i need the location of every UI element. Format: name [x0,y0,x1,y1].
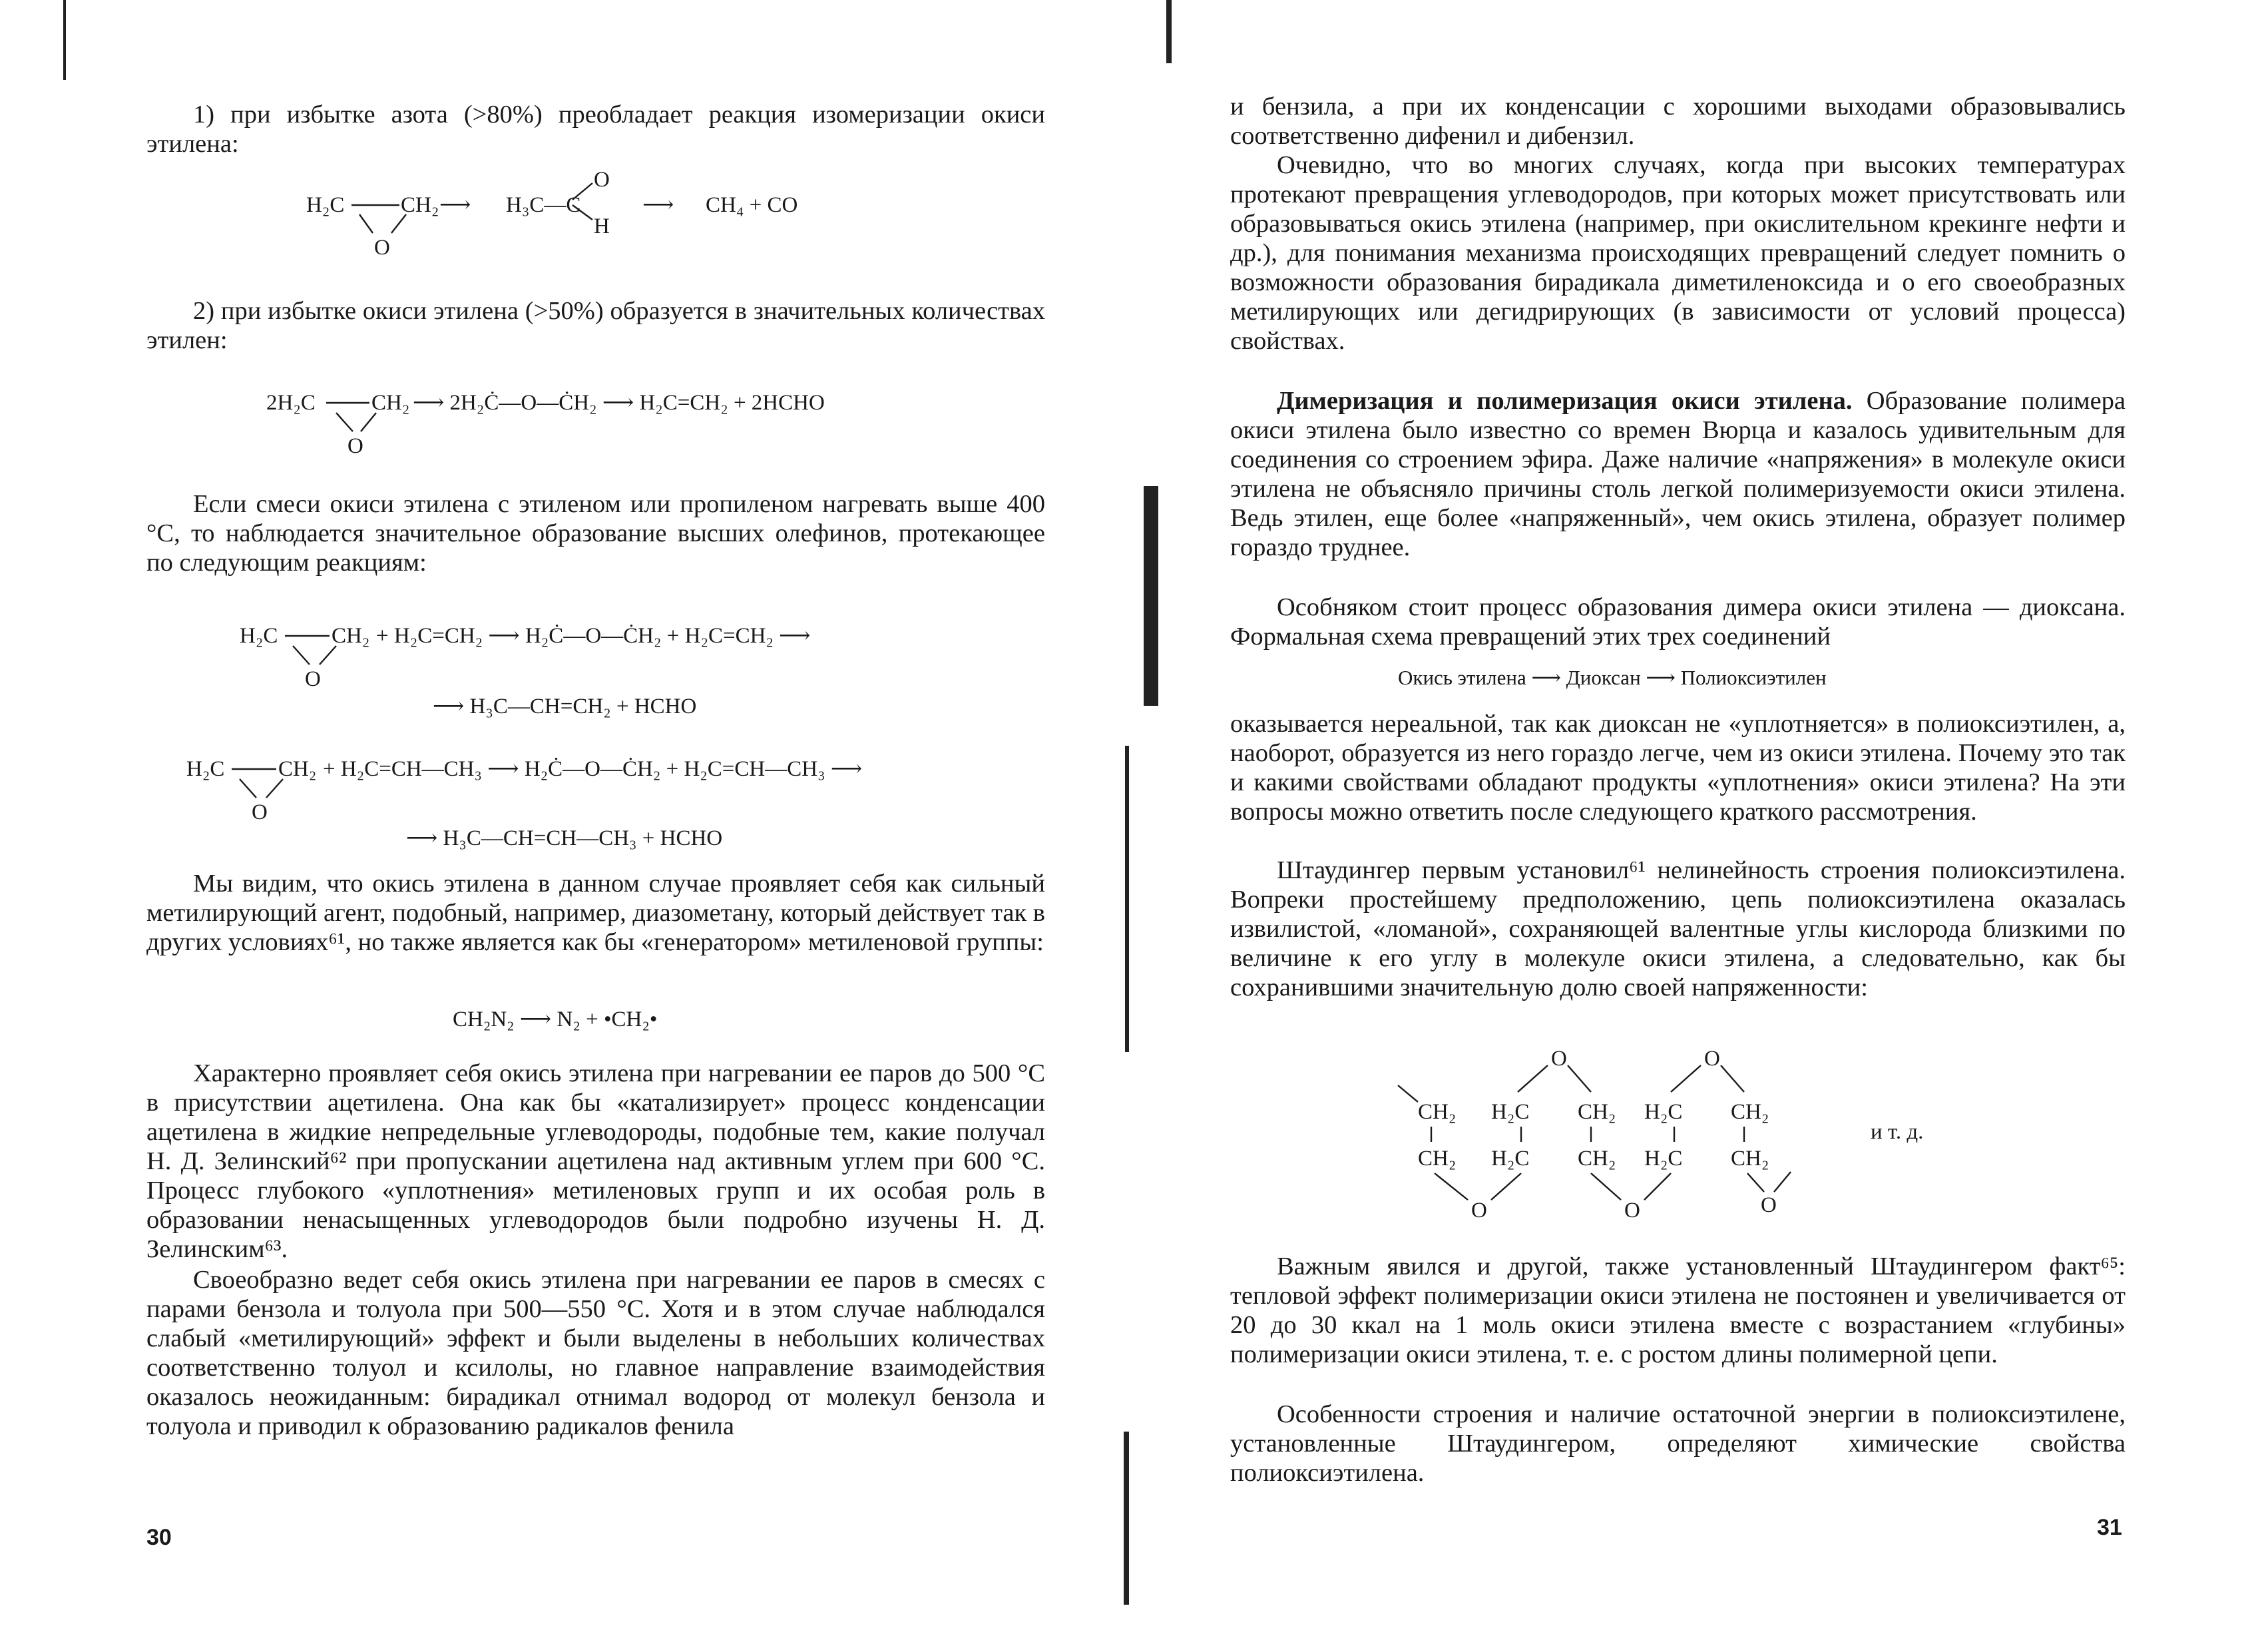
eq1-h3c: H₃C—C [506,193,581,217]
binding-shadow [1125,746,1129,1052]
svg-text:H₂C: H₂C [1491,1147,1530,1171]
right-page [1132,0,2268,1636]
svg-text:CH₂: CH₂ [332,624,370,648]
eq1-ch2: CH₂ [401,193,439,217]
svg-text:CH₂: CH₂ [1731,1147,1769,1171]
svg-text:CH₂: CH₂ [1418,1100,1457,1124]
right-para-4: Особняком стоит процесс образования димера окиси этилена — диоксана. Формальная схема превращений этих трех соединений [1230,593,2126,651]
equation-3 [240,613,1038,706]
binding-shadow [1124,1432,1129,1605]
eq1-h2c: H₂C [306,193,345,217]
left-para-3: Если смеси окиси этилена с этиленом или пропиленом нагревать выше 400 °С, то наблюдается значительное образование высших олефинов, протекающее по следующим реакциям: [146,490,1045,577]
equation-3b: ⟶ H₃C—CH=CH₂ + HCHO [433,694,697,718]
svg-text:O: O [1471,1199,1487,1223]
right-para-6: Штаудингер первым установил⁶¹ нелинейность строения полиоксиэтилена. Вопреки простейшему предположению, цепь полиоксиэтилена оказалась извилистой, «ломаной», сохраняющей валентные углы кислорода близкими по величине к его углу в молекуле окиси этилена, а следовательно, как бы сохранившими значительную долю своей напряженности: [1230,856,2126,1001]
right-para-2: Очевидно, что во многих случаях, когда при высоких температурах протекают превращения углеводородов, при которых может присутствовать или образовываться окись этилена (например, при окислительном крекинге нефти и др.), для понимания механизма происходящих превращений следует помнить о возможности образования бирадикала диметиленоксида и о его своеобразных метилирующих или дегидрирующих (в зависимости от условий процесса) свойствах. [1230,151,2126,355]
equation-2 [266,380,999,473]
svg-text:CH₂: CH₂ [1578,1147,1616,1171]
right-para-8: Особенности строения и наличие остаточной энергии в полиоксиэтилене, установленные Штаудингером, определяют химические свойства полиоксиэтилена. [1230,1400,2126,1487]
svg-text:O: O [305,667,321,691]
eq1-o2: O [594,168,610,192]
page-number-left: 30 [146,1525,172,1550]
svg-text:⟶ 2H₂Ċ—O—ĊH₂ ⟶ H₂C=CH₂ + 2HCHO: ⟶ 2H₂Ċ—O—ĊH₂ ⟶ H₂C=CH₂ + 2HCHO [413,391,825,415]
svg-text:CH₂: CH₂ [371,391,410,415]
equation-4b: ⟶ H₃C—CH=CH—CH₃ + HCHO [406,826,723,850]
svg-text:CH₂: CH₂ [1418,1147,1457,1171]
right-para-7: Важным явился и другой, также установленный Штаудингером факт⁶⁵: тепловой эффект полимеризации окиси этилена не постоянен и увеличивается от 20 до 30 ккал на 1 моль окиси этилена вместе с возрастанием «глубины» полимеризации окиси этилена, т. е. с ростом длины полимерной цепи. [1230,1252,2126,1368]
polyoxyethylene-chain [1398,1045,2064,1232]
svg-text:H₂C: H₂C [1644,1147,1683,1171]
svg-text:H₂C: H₂C [240,624,278,648]
svg-text:H₂C: H₂C [186,757,225,781]
eq1-arrow2: ⟶ [642,193,674,217]
svg-text:H₂C: H₂C [1644,1100,1683,1124]
page-number-right: 31 [2097,1515,2122,1540]
eq1-products: CH₄ + CO [706,193,798,217]
svg-text:2H₂C: 2H₂C [266,391,316,415]
svg-text:CH₂: CH₂ [1731,1100,1769,1124]
equation-5: CH₂N₂ ⟶ N₂ + •CH₂• [453,1007,658,1031]
svg-text:O: O [1551,1047,1567,1071]
right-para-5: оказывается нереальной, так как диоксан не «уплотняется» в полиоксиэтилен, а, наоборот, образуется из него гораздо легче, чем из окиси этилена. Почему это так и какими свойствами обладают продукты «уплотнения» окиси этилена? На эти вопросы можно ответить после следующего краткого рассмотрения. [1230,710,2126,826]
left-page [0,0,1132,1636]
svg-text:O: O [1761,1193,1777,1217]
svg-text:H₂C: H₂C [1491,1100,1530,1124]
eq1-o: O [374,236,390,260]
svg-text:+ H₂C=CH₂ ⟶ H₂Ċ—O—ĊH₂ + H₂C=CH: + H₂C=CH₂ ⟶ H₂Ċ—O—ĊH₂ + H₂C=CH₂ ⟶ [376,624,811,648]
svg-text:+ H₂C=CH—CH₃ ⟶ H₂Ċ—O—ĊH₂ + H₂C: + H₂C=CH—CH₃ ⟶ H₂Ċ—O—ĊH₂ + H₂C=CH—CH₃ ⟶ [323,757,863,781]
left-para-2: 2) при избытке окиси этилена (>50%) образуется в значительных количествах этилен: [146,297,1045,354]
equation-1 [306,166,905,273]
chain-etc: и т. д. [1871,1120,1924,1144]
svg-text:O: O [252,800,268,824]
binding-shadow [63,0,66,80]
eq1-h: H [594,214,610,238]
svg-text:O: O [1704,1047,1720,1071]
svg-text:O: O [347,434,363,458]
left-para-6: Своеобразно ведет себя окись этилена при нагревании ее паров в смесях с парами бензола и толуола при 500—550 °С. Хотя и в этом случае наблюдался слабый «метилирующий» эффект и были выделены в небольших количествах соответственно толуол и ксилолы, но главное направление взаимодействия оказалось неожиданным: бирадикал отнимал водород от молекул бензола и толуола и приводил к образованию радикалов фенила [146,1266,1045,1440]
eq1-arrow: ⟶ [439,193,471,217]
right-para-1: и бензила, а при их конденсации с хорошими выходами образовывались соответственно дифенил и дибензил. [1230,93,2126,150]
svg-text:O: O [1624,1199,1640,1223]
left-para-4: Мы видим, что окись этилена в данном случае проявляет себя как сильный метилирующий агент, подобный, например, диазометану, который действует так в других условиях⁶¹, но также является как бы «генератором» метиленовой группы: [146,870,1045,956]
section-heading: Димеризация и полимеризация окиси этилена. [1277,387,1853,415]
reaction-scheme: Окись этилена ⟶ Диоксан ⟶ Полиоксиэтилен [1398,666,1827,689]
right-para-3: Димеризация и полимеризация окиси этилена. Образование полимера окиси этилена было известно со времен Вюрца и казалось удивительным для соединения со строением эфира. Даже наличие «напряжения» в молекуле окиси этилена не объясняло причины столь легкой полимеризуемости окиси этилена. Ведь этилен, еще более «напряженный», чем окись этилена, образует полимер гораздо труднее. [1230,387,2126,561]
svg-text:CH₂: CH₂ [278,757,317,781]
svg-text:CH₂: CH₂ [1578,1100,1616,1124]
left-para-5: Характерно проявляет себя окись этилена при нагревании ее паров до 500 °С в присутствии ацетилена. Она как бы «катализирует» процесс конденсации ацетилена в жидкие непредельные углеводороды, подобные тем, какие получал Н. Д. Зелинский⁶² при пропускании ацетилена над активным углем при 600 °С. Процесс глубокого «уплотнения» метиленовых групп и их особая роль в образовании ненасыщенных углеводородов были подробно изучены Н. Д. Зелинским⁶³. [146,1059,1045,1263]
left-para-1: 1) при избытке азота (>80%) преобладает реакция изомеризации окиси этилена: [146,101,1045,158]
